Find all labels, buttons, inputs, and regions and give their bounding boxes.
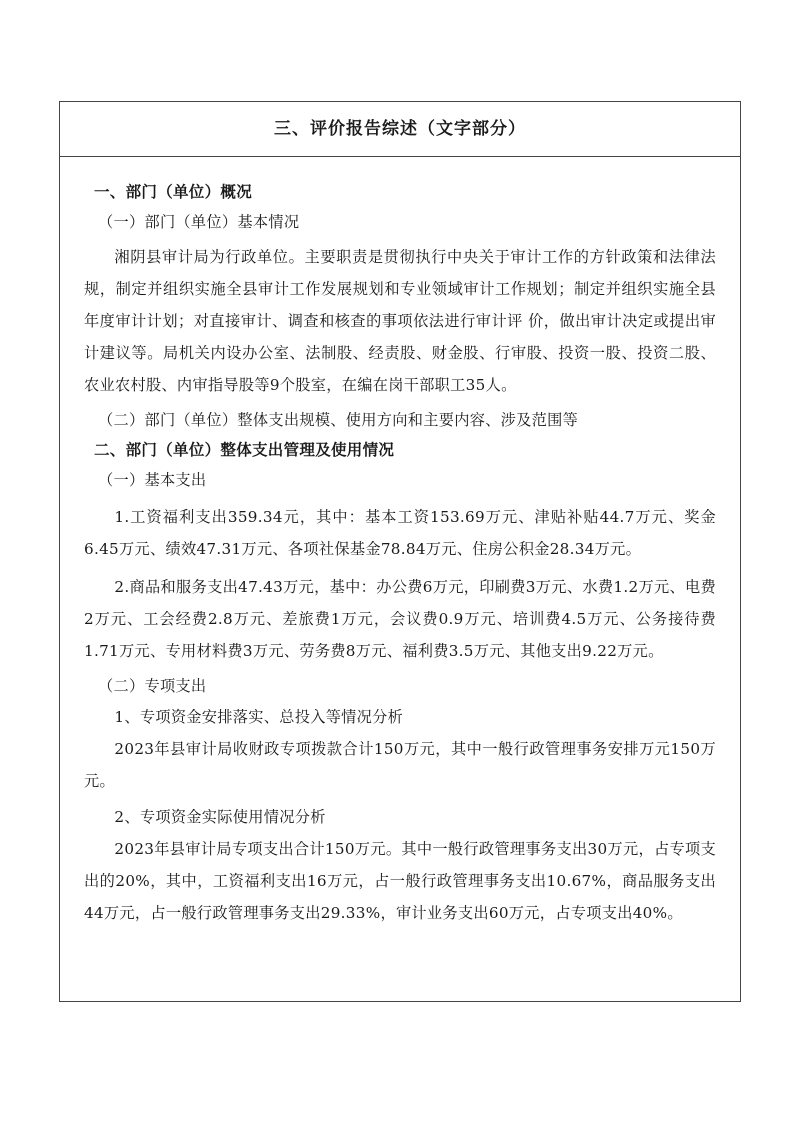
- section-2-sub-2: （二）专项支出: [98, 677, 207, 695]
- section-2-sub-1: （一）基本支出: [98, 471, 207, 489]
- section-2-item-2: 2.商品和服务支出47.43万元，基中：办公费6万元，印刷费3万元、水费1.2万元、电费2万元、工会经费2.8万元、差旅费1万元，会议费0.9万元、培训费4.5万元、公务接待费1.71万元、专用材料费3万元、劳务费8万元、福利费3.5万元、其他支出9.22万元。: [84, 578, 716, 660]
- section-2-paragraph-3: 2023年县审计局专项支出合计150万元。其中一般行政管理事务支出30万元，占专项支出的20%，其中，工资福利支出16万元，占一般行政管理事务支出10.67%，商品服务支出44万元，占一般行政管理事务支出29.33%，审计业务支出60万元，占专项支出40%。: [84, 840, 716, 922]
- report-frame: [59, 101, 741, 1002]
- page-title: 三、评价报告综述（文字部分）: [60, 102, 740, 157]
- section-2-sub-2-1: 1、专项资金安排落实、总投入等情况分析: [114, 708, 404, 726]
- report-body: [84, 177, 716, 929]
- section-2-paragraph-2: 2023年县审计局收财政专项拨款合计150万元，其中一般行政管理事务安排万元150万元。: [84, 740, 716, 790]
- section-1-paragraph-1: 湘阴县审计局为行政单位。主要职责是贯彻执行中央关于审计工作的方针政策和法律法规，制定并组织实施全县审计工作发展规划和专业领域审计工作规划；制定并组织实施全县年度审计计划；对直接审计、调查和核查的事项依法进行审计评 价，做出审计决定或提出审计建议等。局机关内设办公室、法制股、经责股、财金股、行审股、投资一股、投资二股、农业农村股、内审指导股等9个股室，在编在岗干部职工35人。: [84, 248, 716, 394]
- section-1-heading: 一、部门（单位）概况: [94, 182, 253, 201]
- section-1-sub-1: （一）部门（单位）基本情况: [98, 213, 300, 231]
- section-2-heading: 二、部门（单位）整体支出管理及使用情况: [94, 440, 395, 459]
- section-2-sub-2-2: 2、专项资金实际使用情况分析: [114, 808, 326, 826]
- section-2-item-1: 1.工资福利支出359.34元，其中：基本工资153.69万元、津贴补贴44.7万元、奖金6.45万元、绩效47.31万元、各项社保基金78.84万元、住房公积金28.34万元。: [84, 508, 716, 558]
- section-1-sub-2: （二）部门（单位）整体支出规模、使用方向和主要内容、涉及范围等: [98, 411, 579, 429]
